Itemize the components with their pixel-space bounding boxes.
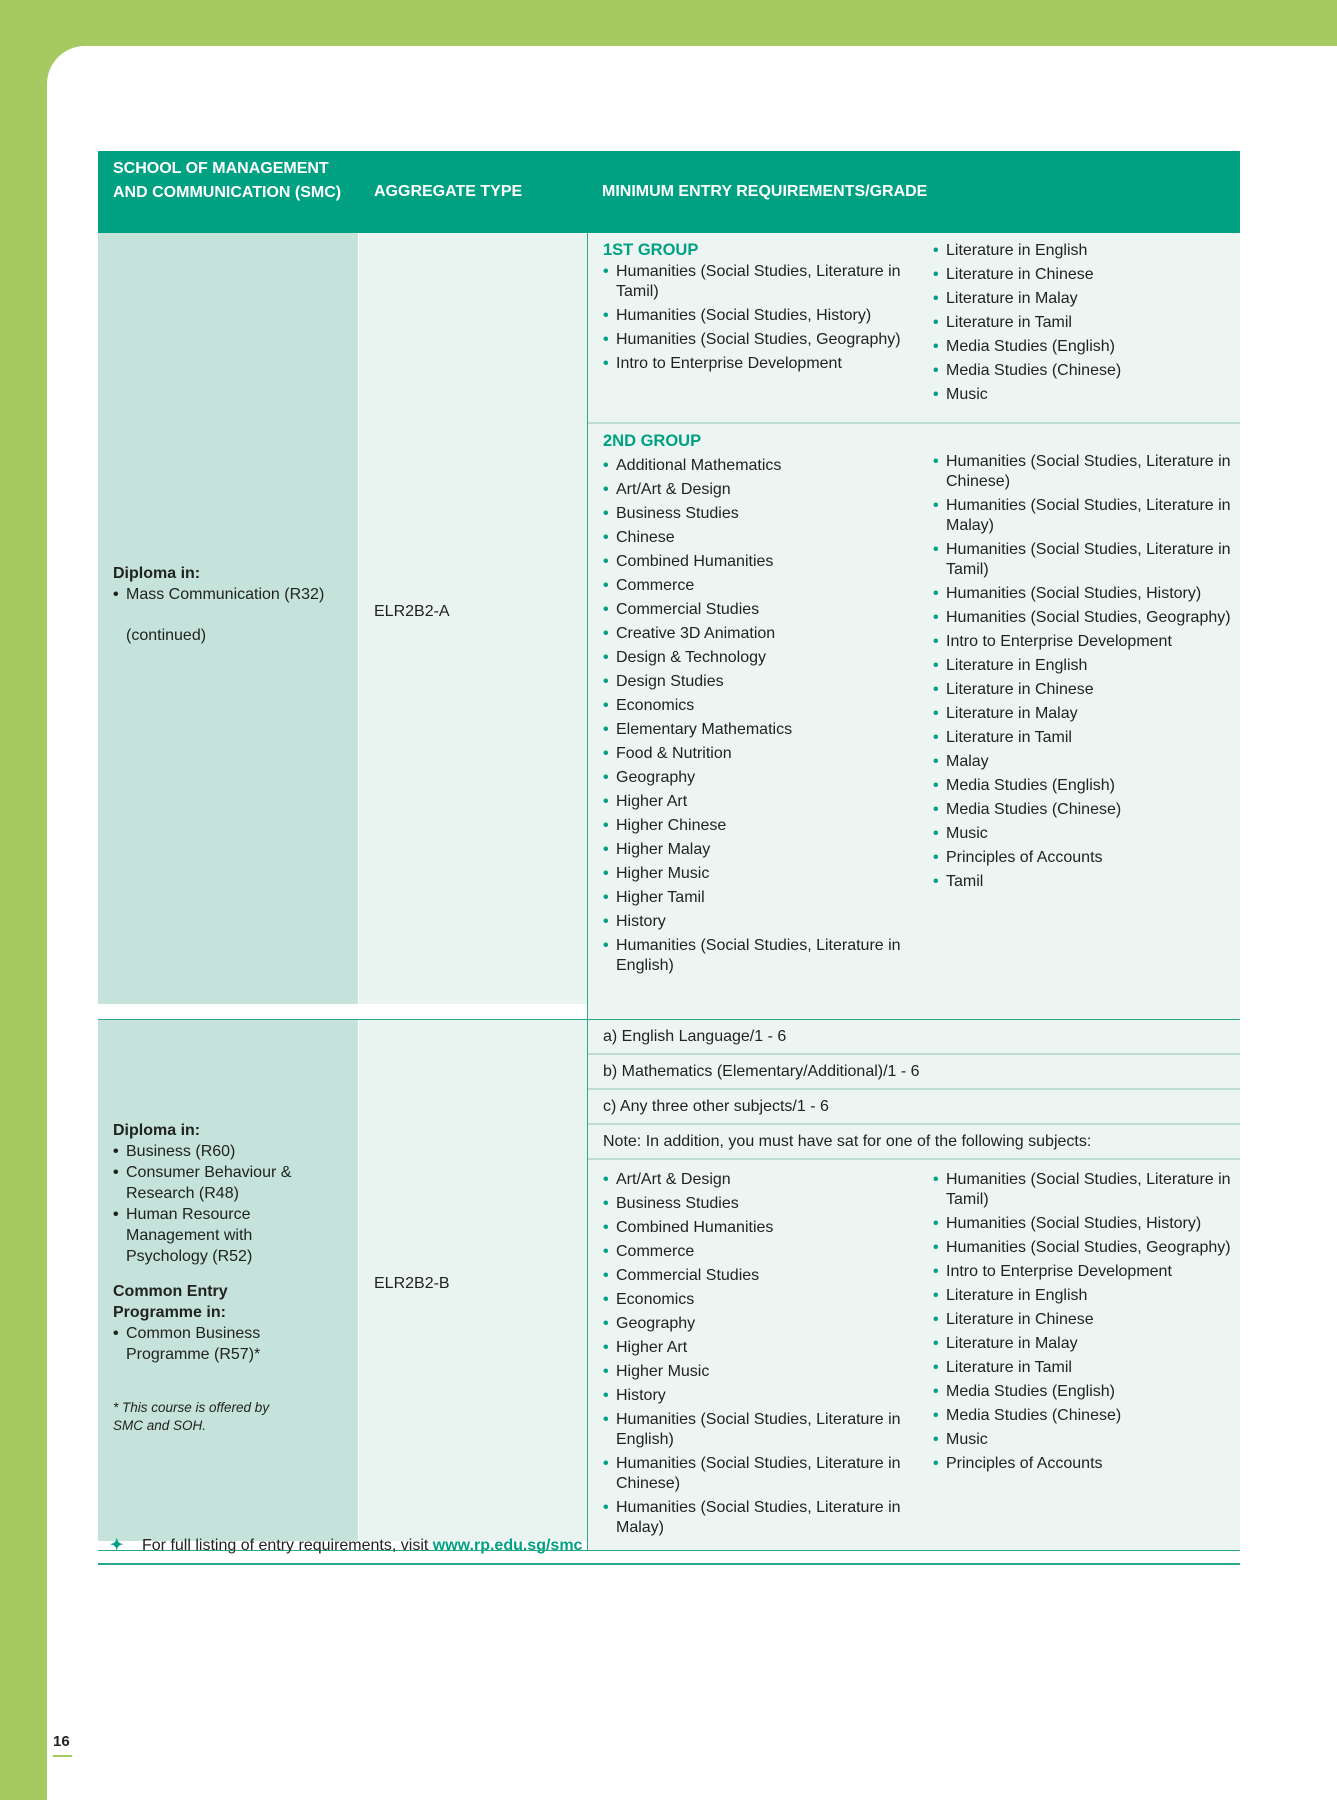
list-item: • Humanities (Social Studies, History) [933, 584, 1248, 604]
diploma-label: Diploma in: [113, 565, 201, 582]
list-item: • Humanities (Social Studies, Literature in Chinese) [603, 1454, 918, 1494]
list-item: • Combined Humanities [603, 1218, 918, 1238]
list-item: • Literature in Malay [933, 704, 1248, 724]
list-item: • Media Studies (Chinese) [933, 1406, 1248, 1426]
footer-url-link[interactable]: www.rp.edu.sg/smc [432, 1537, 583, 1554]
requirement-c: c) Any three other subjects/1 - 6 [588, 1090, 1240, 1125]
first-group [588, 233, 1240, 424]
list-item: • Humanities (Social Studies, Geography) [933, 608, 1248, 628]
requirement-b: b) Mathematics (Elementary/Additional)/1 - 6 [588, 1055, 1240, 1090]
subject-lists [588, 1160, 1240, 1550]
list-item: • Malay [933, 752, 1248, 772]
list-item: • Music [933, 824, 1248, 844]
list-item: • Literature in Chinese [933, 1310, 1248, 1330]
cursor-click-icon: ✦ [110, 1537, 124, 1554]
list-item: • Business (R60) [113, 1141, 326, 1162]
list-item: • Design Studies [603, 672, 918, 692]
footer-link-bar [98, 1529, 1240, 1565]
header-aggregate: AGGREGATE TYPE [374, 183, 523, 200]
entry-requirements-table [98, 151, 1240, 1551]
footnote: * This course is offered by SMC and SOH. [113, 1400, 270, 1433]
page-number-underline [53, 1755, 72, 1757]
list-item: • Media Studies (English) [933, 337, 1248, 357]
list-item: • Humanities (Social Studies, Literature in English) [603, 1410, 918, 1450]
requirements-cell [587, 1020, 1240, 1550]
group1-left-list [603, 262, 918, 378]
list-item: • Media Studies (Chinese) [933, 361, 1248, 381]
list-item: • Design & Technology [603, 648, 918, 668]
list-item: • Higher Music [603, 864, 918, 884]
list-item: • Principles of Accounts [933, 1454, 1248, 1474]
group-title: 2ND GROUP [603, 432, 702, 450]
group2-left-list [603, 456, 918, 980]
list-item: • Commercial Studies [603, 1266, 918, 1286]
requirement-note: Note: In addition, you must have sat for one of the following subjects: [588, 1125, 1240, 1160]
group-title: 1ST GROUP [603, 241, 699, 259]
list-item: • Literature in Malay [933, 1334, 1248, 1354]
list-item: • Literature in English [933, 241, 1248, 261]
list-item: • Humanities (Social Studies, Literature in English) [603, 936, 918, 976]
list-item: • Intro to Enterprise Development [933, 632, 1248, 652]
header-requirements: MINIMUM ENTRY REQUIREMENTS/GRADE [602, 183, 928, 200]
header-school: SCHOOL OF MANAGEMENT AND COMMUNICATION (SMC) [113, 160, 342, 201]
course-text [113, 1120, 326, 1435]
subjects-right-list [933, 1170, 1248, 1478]
footer-text: For full listing of entry requirements, visit [142, 1537, 429, 1554]
list-item: • Literature in Chinese [933, 265, 1248, 285]
list-item: • Art/Art & Design [603, 1170, 918, 1190]
list-item: • Literature in English [933, 1286, 1248, 1306]
list-item: • Higher Music [603, 1362, 918, 1382]
aggregate-type: ELR2B2-B [374, 1275, 450, 1292]
list-item: • Media Studies (English) [933, 776, 1248, 796]
list-item: • Literature in Tamil [933, 313, 1248, 333]
list-item: • Commerce [603, 576, 918, 596]
list-item: • Chinese [603, 528, 918, 548]
list-item: • Business Studies [603, 504, 918, 524]
list-item: • Literature in Tamil [933, 728, 1248, 748]
page-number: 16 [53, 1733, 70, 1750]
aggregate-type: ELR2B2-A [374, 603, 450, 620]
list-item: • Human Resource Management with Psychology (R52) [113, 1204, 326, 1267]
list-item: • Art/Art & Design [603, 480, 918, 500]
list-item: • Food & Nutrition [603, 744, 918, 764]
list-item: • Intro to Enterprise Development [603, 354, 918, 374]
list-item: • Tamil [933, 872, 1248, 892]
list-item: • Literature in English [933, 656, 1248, 676]
cep-list [113, 1323, 326, 1365]
subjects-left-list [603, 1170, 918, 1542]
list-item: • Creative 3D Animation [603, 624, 918, 644]
list-item: • Literature in Tamil [933, 1358, 1248, 1378]
aggregate-cell [358, 1020, 587, 1541]
list-item: • Humanities (Social Studies, Literature in Tamil) [933, 540, 1248, 580]
course-list [113, 584, 326, 605]
list-item: • History [603, 1386, 918, 1406]
requirement-a: a) English Language/1 - 6 [588, 1020, 1240, 1055]
list-item: • Higher Tamil [603, 888, 918, 908]
course-text [113, 563, 326, 646]
list-item: • Higher Malay [603, 840, 918, 860]
list-item: • History [603, 912, 918, 932]
continued-note: (continued) [126, 627, 207, 644]
list-item: • Principles of Accounts [933, 848, 1248, 868]
list-item: • Media Studies (English) [933, 1382, 1248, 1402]
list-item: • Elementary Mathematics [603, 720, 918, 740]
group2-right-list [933, 452, 1248, 896]
course-cell [98, 233, 358, 1004]
cep-label: Common Entry Programme in: [113, 1283, 228, 1321]
list-item: • Commercial Studies [603, 600, 918, 620]
list-item: • Humanities (Social Studies, History) [603, 306, 918, 326]
list-item: • Humanities (Social Studies, History) [933, 1214, 1248, 1234]
list-item: • Higher Art [603, 792, 918, 812]
list-item: • Combined Humanities [603, 552, 918, 572]
list-item: • Music [933, 1430, 1248, 1450]
list-item: • Humanities (Social Studies, Geography) [933, 1238, 1248, 1258]
list-item: • Humanities (Social Studies, Literature in Chinese) [933, 452, 1248, 492]
list-item: • Consumer Behaviour & Research (R48) [113, 1162, 326, 1204]
list-item: • Business Studies [603, 1194, 918, 1214]
list-item: • Humanities (Social Studies, Literature in Tamil) [933, 1170, 1248, 1210]
requirements-cell [587, 233, 1240, 1019]
list-item: • Literature in Chinese [933, 680, 1248, 700]
table-header [98, 151, 1240, 233]
list-item: • Humanities (Social Studies, Geography) [603, 330, 918, 350]
diploma-label: Diploma in: [113, 1122, 201, 1139]
list-item: • Geography [603, 1314, 918, 1334]
list-item: • Economics [603, 696, 918, 716]
list-item: • Music [933, 385, 1248, 405]
aggregate-cell [358, 233, 587, 1004]
list-item: • Higher Chinese [603, 816, 918, 836]
list-item: • Additional Mathematics [603, 456, 918, 476]
second-group [588, 424, 1240, 1019]
course-cell [98, 1020, 358, 1541]
list-item: • Literature in Malay [933, 289, 1248, 309]
list-item: • Humanities (Social Studies, Literature in Malay) [603, 1498, 918, 1538]
list-item: • Intro to Enterprise Development [933, 1262, 1248, 1282]
group1-right-list [933, 241, 1248, 409]
list-item: • Economics [603, 1290, 918, 1310]
table-row [98, 233, 1240, 1020]
list-item: • Common Business Programme (R57)* [113, 1323, 326, 1365]
course-list [113, 1141, 326, 1267]
list-item: • Humanities (Social Studies, Literature in Malay) [933, 496, 1248, 536]
list-item: • Commerce [603, 1242, 918, 1262]
list-item: • Higher Art [603, 1338, 918, 1358]
list-item: • Mass Communication (R32) [113, 584, 326, 605]
list-item: • Humanities (Social Studies, Literature in Tamil) [603, 262, 918, 302]
table-row [98, 1020, 1240, 1551]
list-item: • Media Studies (Chinese) [933, 800, 1248, 820]
list-item: • Geography [603, 768, 918, 788]
